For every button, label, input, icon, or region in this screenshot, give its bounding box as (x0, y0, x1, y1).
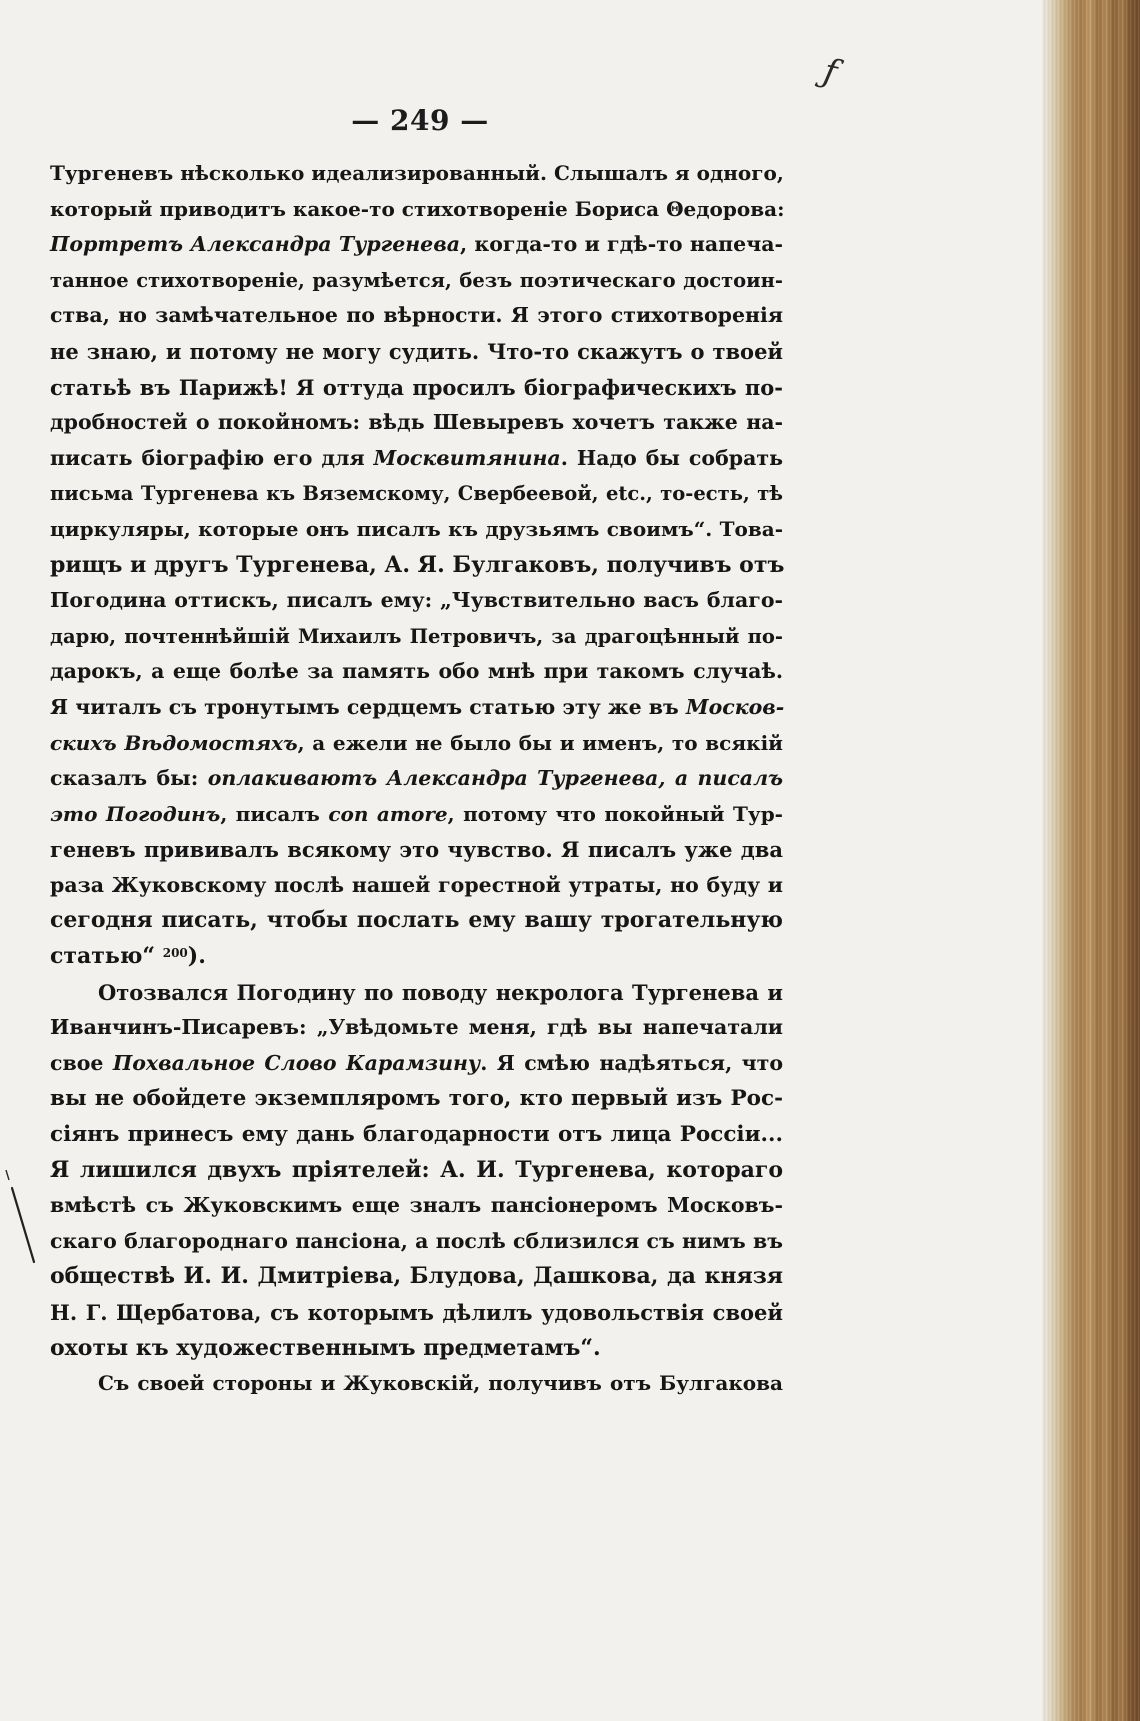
text-run: , а ежели не было бы и именъ, то всякій (297, 730, 783, 755)
text-run: сказалъ бы: (50, 766, 208, 791)
text-run: Я читалъ съ тронутымъ сердцемъ статью эту же въ (50, 694, 686, 719)
text-run: скаго благороднаго пансіона, а послѣ сблизился съ нимъ въ (50, 1228, 783, 1253)
text-line (50, 1224, 783, 1260)
page-number: — 249 — (351, 104, 489, 137)
text-line (50, 548, 783, 584)
text-line (50, 939, 783, 975)
text-line (50, 1117, 783, 1153)
text-line (50, 227, 783, 263)
italic-title: скихъ Вѣдомостяхъ (50, 730, 298, 755)
text-line (50, 405, 783, 441)
text-line (50, 370, 783, 406)
text-run: Отозвался Погодину по поводу некролога Тургенева и (98, 979, 783, 1005)
footnote-ref: 200 (162, 946, 188, 961)
text-line (50, 1331, 783, 1367)
text-line (50, 1259, 783, 1295)
text-run: Погодина оттискъ, писалъ ему: „Чувствительно васъ благо- (50, 588, 783, 613)
text-run: дарокъ, а еще болѣе за память обо мнѣ при такомъ случаѣ. (50, 659, 783, 684)
text-run: охоты къ художественнымъ предметамъ“. (50, 1334, 601, 1361)
text-line (50, 1188, 783, 1224)
text-line (50, 1046, 783, 1082)
text-run: раза Жуковскому послѣ нашей горестной утраты, но буду и (50, 872, 783, 897)
text-line (50, 334, 783, 370)
text-run: , когда-то и гдѣ-то напеча- (459, 232, 784, 257)
text-run: Тургеневъ нѣсколько идеализированный. Слышалъ я одного, (50, 161, 784, 185)
body-text (50, 156, 783, 1402)
text-run: писать біографію его для (50, 445, 374, 470)
text-line (50, 726, 783, 762)
text-line (50, 1153, 783, 1189)
text-line (50, 903, 783, 939)
text-run: свое (50, 1050, 113, 1075)
text-line (50, 690, 783, 726)
text-line (50, 761, 783, 797)
italic-title: Москов- (685, 694, 785, 719)
text-run: ства, но замѣчательное по вѣрности. Я этого стихотворенія (50, 303, 783, 328)
text-run: танное стихотвореніе, разумѣется, безъ поэтическаго достоин- (50, 268, 783, 292)
text-line (50, 156, 783, 192)
text-run: обществѣ И. И. Дмитріева, Блудова, Дашкова, да князя (50, 1263, 783, 1290)
text-line (50, 975, 783, 1011)
text-run: статью“ (50, 943, 163, 970)
text-line (50, 868, 783, 904)
italic-title: Москвитянина (373, 445, 561, 470)
text-run: сіянъ принесъ ему дань благодарности отъ лица Россіи... (50, 1122, 783, 1148)
text-run: статьѣ въ Парижѣ! Я оттуда просилъ біографическихъ по- (50, 374, 783, 400)
text-run: , писалъ (220, 801, 329, 826)
text-run: письма Тургенева къ Вяземскому, Свербеевой, etc., то-есть, тѣ (50, 482, 783, 506)
text-run: Н. Г. Щербатова, съ которымъ дѣлилъ удовольствія своей (50, 1300, 783, 1325)
text-run: вы не обойдете экземпляромъ того, кто первый изъ Рос- (50, 1086, 783, 1112)
text-run: вмѣстѣ съ Жуковскимъ еще зналъ пансіонеромъ Московъ- (50, 1193, 783, 1218)
text-run: циркуляры, которые онъ писалъ къ друзьямъ своимъ“. Това- (50, 516, 783, 541)
text-run: Съ своей стороны и Жуковскій, получивъ отъ Булгакова (98, 1371, 783, 1396)
text-run: дробностей о покойномъ: вѣдь Шевыревъ хочетъ также на- (50, 410, 783, 435)
text-line (50, 1010, 783, 1046)
text-run: Я лишился двухъ пріятелей: А. И. Тургенева, котораго (50, 1156, 783, 1183)
text-line (50, 797, 783, 833)
text-run: который приводитъ какое-то стихотвореніе Бориса Θедорова: (50, 196, 785, 221)
text-run: . Надо бы собрать (560, 445, 783, 470)
text-line (50, 619, 783, 655)
text-run: Иванчинъ-Писаревъ: „Увѣдомьте меня, гдѣ вы напечатали (50, 1015, 783, 1040)
text-line (50, 192, 783, 228)
text-line (50, 476, 783, 512)
corner-mark: ƒ (819, 51, 841, 93)
italic-title: оплакиваютъ Александра Тургенева, а писалъ (207, 766, 783, 791)
text-line (50, 654, 783, 690)
text-line (50, 583, 783, 619)
margin-pencil-mark (0, 1170, 40, 1280)
text-line (50, 1366, 783, 1402)
italic-title: это Погодинъ (50, 801, 221, 826)
text-run: ). (187, 943, 206, 970)
text-run: дарю, почтеннѣйшій Михаилъ Петровичъ, за драгоцѣнный по- (50, 624, 783, 648)
text-run: . Я смѣю надѣяться, что (480, 1050, 783, 1075)
italic-title: Похвальное Слово Карамзину (112, 1050, 481, 1075)
text-line (50, 1081, 783, 1117)
text-run: рищъ и другъ Тургенева, А. Я. Булгаковъ, получивъ отъ (50, 551, 785, 578)
italic-title: con amore (328, 801, 448, 826)
text-line (50, 263, 783, 299)
text-run: не знаю, и потому не могу судить. Что-то скажутъ о твоей (50, 338, 783, 364)
text-line (50, 1295, 783, 1331)
text-line (50, 832, 783, 868)
book-gutter-edge (1042, 0, 1140, 1721)
text-line (50, 441, 783, 477)
text-run: геневъ прививалъ всякому это чувство. Я писалъ уже два (50, 837, 783, 863)
text-run: сегодня писать, чтобы послать ему вашу трогательную (50, 907, 783, 934)
text-line (50, 298, 783, 334)
text-line (50, 512, 783, 548)
text-run: , потому что покойный Тур- (447, 801, 783, 826)
italic-title: Портретъ Александра Тургенева (50, 232, 460, 257)
